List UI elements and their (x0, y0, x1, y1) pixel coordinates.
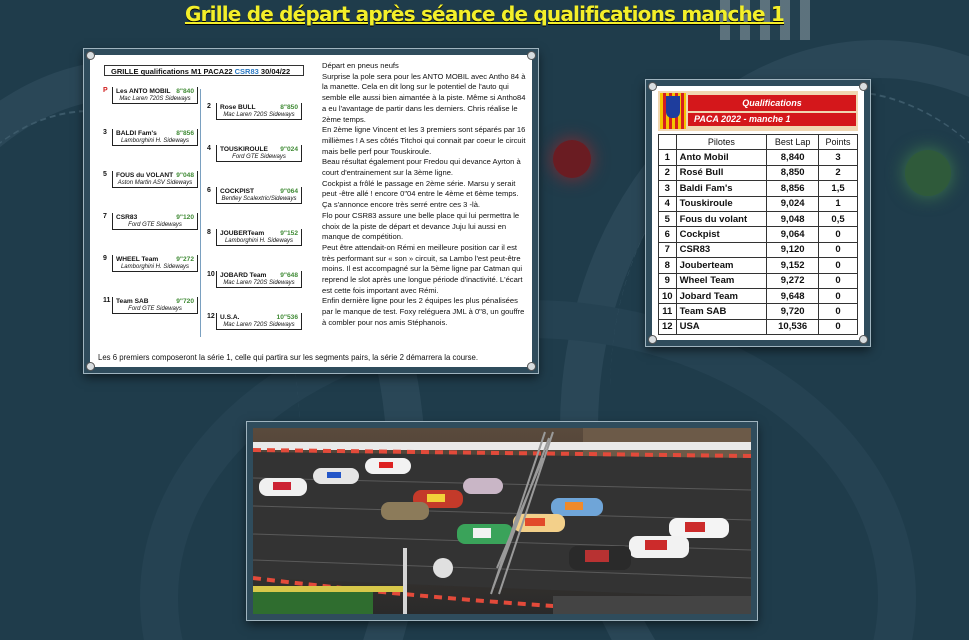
grid-slot-position: 11 (103, 297, 111, 304)
cell-lap: 10,536 (767, 319, 819, 334)
grid-slot-car: Ford GTE Sideways (232, 154, 286, 160)
grid-slot (103, 129, 198, 146)
cell-points: 0,5 (819, 211, 858, 226)
cell-pilot: Touskiroule (676, 196, 767, 211)
cell-lap: 8,856 (767, 181, 819, 196)
grid-slot-position: 4 (207, 145, 211, 152)
cell-lap: 8,850 (767, 165, 819, 180)
report-paragraph: Flo pour CSR83 assure une belle place qui lui permettra le choix de la piste de départ et devance Juju lui aussi en manque de compétition. (322, 210, 520, 242)
cell-lap: 9,720 (767, 304, 819, 319)
grid-slot-team: Team SAB (116, 298, 149, 305)
table-row (659, 304, 858, 319)
grid-slot-time: 8"856 (176, 130, 194, 137)
cell-pilot: CSR83 (676, 242, 767, 257)
cell-pos: 11 (659, 304, 677, 319)
grid-slot (207, 271, 302, 288)
cell-pos: 2 (659, 165, 677, 180)
cell-points: 2 (819, 165, 858, 180)
cell-pos: 7 (659, 242, 677, 257)
table-row (659, 288, 858, 303)
grid-slot (103, 255, 198, 272)
grid-slot-car: Aston Martin ASV Sideways (117, 180, 193, 186)
cell-lap: 9,152 (767, 258, 819, 273)
grid-slot-position: 3 (103, 129, 107, 136)
cell-pos: 3 (659, 181, 677, 196)
grid-slot-position: 2 (207, 103, 211, 110)
cell-pos: 9 (659, 273, 677, 288)
grid-divider (200, 89, 201, 337)
pin-icon (527, 51, 536, 60)
table-row (659, 211, 858, 226)
grid-slot (207, 229, 302, 246)
cell-lap: 8,840 (767, 150, 819, 165)
race-start-photo (247, 422, 757, 620)
grid-slot (103, 297, 198, 314)
grid-slot-position: 12 (207, 313, 215, 320)
grid-author: CSR83 (234, 67, 259, 76)
pin-icon (648, 335, 657, 344)
table-row (659, 227, 858, 242)
table-row (659, 319, 858, 334)
grid-slot-time: 9"152 (280, 230, 298, 237)
table-row (659, 273, 858, 288)
grid-slot-car: Bentley Scalextric/Sideways (221, 196, 297, 202)
grid-slot-team: CSR83 (116, 214, 138, 221)
pin-icon (86, 51, 95, 60)
grid-slot-car: Mac Laren 720S Sideways (223, 322, 295, 328)
pin-icon (527, 362, 536, 371)
grid-date: 30/04/22 (260, 67, 291, 76)
cell-pos: 4 (659, 196, 677, 211)
cell-points: 0 (819, 319, 858, 334)
grid-slot (207, 145, 302, 162)
grid-slot-position: P (103, 87, 108, 94)
qualifications-subtitle: PACA 2022 - manche 1 (688, 113, 856, 126)
grid-diagram (98, 61, 308, 331)
race-report (322, 61, 528, 329)
col-header-points: Points (819, 135, 858, 150)
report-paragraph: Enfin dernière ligne pour les 2 équipes les plus pénalisées par le manque de test. Foxy reléguera JML à 0"8, un gouffre à combler pour nos amis Stéphanois. (322, 296, 525, 327)
col-header-pilots: Pilotes (676, 135, 767, 150)
qualifications-table (658, 134, 858, 335)
table-row (659, 181, 858, 196)
col-header-best-lap: Best Lap (767, 135, 819, 150)
cell-points: 0 (819, 304, 858, 319)
table-row (659, 196, 858, 211)
grid-footer-note: Les 6 premiers composeront la série 1, celle qui partira sur les segments pairs, la série 2 démarrera la course. (98, 353, 479, 362)
grid-title-text: GRILLE qualifications M1 PACA22 (111, 67, 233, 76)
cell-pos: 1 (659, 150, 677, 165)
cell-lap: 9,648 (767, 288, 819, 303)
cell-points: 3 (819, 150, 858, 165)
grid-slot-time: 9"064 (280, 188, 298, 195)
cell-pilot: Jobard Team (676, 288, 767, 303)
qualifications-table-card (646, 80, 870, 346)
cell-pilot: USA (676, 319, 767, 334)
grid-slot (103, 87, 198, 104)
cell-points: 1 (819, 196, 858, 211)
cell-lap: 9,024 (767, 196, 819, 211)
cell-pos: 5 (659, 211, 677, 226)
cell-lap: 9,064 (767, 227, 819, 242)
grid-slot-time: 9"720 (176, 298, 194, 305)
cell-points: 0 (819, 258, 858, 273)
grid-slot-time: 9"120 (176, 214, 194, 221)
grid-slot-car: Lamborghini H. Sideways (120, 264, 190, 270)
grid-slot-team: Les ANTO MOBIL (116, 88, 171, 95)
grid-slot (103, 171, 198, 188)
grid-slot-team: U.S.A. (220, 314, 240, 321)
grid-slot-car: Mac Laren 720S Sideways (223, 280, 295, 286)
grid-slot-team: BALDI Fam's (116, 130, 157, 137)
grid-slot (207, 103, 302, 120)
grid-slot-team: COCKPIST (220, 188, 255, 195)
pin-icon (859, 82, 868, 91)
grid-slot-position: 7 (103, 213, 107, 220)
cell-lap: 9,048 (767, 211, 819, 226)
table-row (659, 258, 858, 273)
table-row (659, 242, 858, 257)
cell-pos: 10 (659, 288, 677, 303)
region-flag-icon (660, 93, 686, 129)
qualifications-title: Qualifications (688, 95, 856, 111)
grid-slot-time: 10"536 (276, 314, 298, 321)
grid-slot (207, 313, 302, 330)
table-header-row (659, 135, 858, 150)
qualifications-banner (658, 91, 858, 131)
report-paragraph: Peut être attendait-on Rémi en meilleure position car il est très performant sur « son » circuit, sa Lambo l'est peut-être moins. Il est accompagné sur la 5ème ligne par Catman qui reprend le slot après une longue période d'inactivité. L'écart est cette fois important avec Rémi. (322, 242, 523, 295)
grid-slot (207, 187, 302, 204)
cell-pos: 6 (659, 227, 677, 242)
report-paragraph: Départ en pneus neufs (322, 61, 399, 70)
grid-slot-team: Rose BULL (220, 104, 256, 111)
grid-slot-time: 9"048 (176, 172, 194, 179)
cell-points: 0 (819, 273, 858, 288)
grid-slot-team: TOUSKIROULE (220, 146, 268, 153)
grid-slot-car: Mac Laren 720S Sideways (119, 96, 191, 102)
cell-points: 0 (819, 242, 858, 257)
grid-slot-time: 9"024 (280, 146, 298, 153)
cell-pilot: Anto Mobil (676, 150, 767, 165)
grid-slot (103, 213, 198, 230)
cell-pilot: Cockpist (676, 227, 767, 242)
grid-slot-time: 9"648 (280, 272, 298, 279)
pin-icon (859, 335, 868, 344)
grid-title (104, 65, 304, 76)
page-title: Grille de départ après séance de qualifications manche 1 (184, 2, 785, 26)
report-paragraph: En 2ème ligne Vincent et les 3 premiers sont séparés par 16 millièmes ! A ses côtés Titchoi qui connait par coeur le circuit mais belle perf pour Touskiroule. (322, 125, 526, 156)
cell-pilot: Rosé Bull (676, 165, 767, 180)
cell-points: 0 (819, 227, 858, 242)
grid-slot-time: 8"850 (280, 104, 298, 111)
cell-pos: 8 (659, 258, 677, 273)
grid-slot-car: Ford GTE Sideways (128, 306, 182, 312)
grid-slot-car: Lamborghini H. Sideways (224, 238, 294, 244)
cell-points: 0 (819, 288, 858, 303)
grid-slot-team: WHEEL Team (116, 256, 159, 263)
grid-slot-car: Mac Laren 720S Sideways (223, 112, 295, 118)
cell-lap: 9,272 (767, 273, 819, 288)
grid-slot-car: Ford GTE Sideways (128, 222, 182, 228)
grid-slot-position: 8 (207, 229, 211, 236)
grid-slot-position: 5 (103, 171, 107, 178)
cell-pos: 12 (659, 319, 677, 334)
starting-grid-document (84, 49, 538, 373)
grid-slot-team: JOBARD Team (220, 272, 267, 279)
grid-slot-team: FOUS du VOLANT (116, 172, 174, 179)
cell-pilot: Jouberteam (676, 258, 767, 273)
grid-slot-position: 9 (103, 255, 107, 262)
cell-pilot: Baldi Fam's (676, 181, 767, 196)
cell-lap: 9,120 (767, 242, 819, 257)
slot-car-track-photo (253, 428, 751, 614)
grid-slot-position: 6 (207, 187, 211, 194)
table-row (659, 150, 858, 165)
grid-slot-time: 8"840 (176, 88, 194, 95)
pin-icon (648, 82, 657, 91)
report-paragraph: Surprise la pole sera pour les ANTO MOBIL avec Antho 84 à la manette. Cela en dit long sur le potentiel de l'auto qui semble elle aussi bien aimantée à la piste. Même si Antho84 a eu l'avantage de partir dans les derniers. Chris réalise le 2ème temps. (322, 71, 526, 124)
grid-slot-team: JOUBERTeam (220, 230, 265, 237)
cell-pilot: Wheel Team (676, 273, 767, 288)
report-paragraph: Beau résultat également pour Fredou qui devance Ayrton à court d'entrainement sur la 3ème ligne. (322, 157, 521, 178)
grid-slot-time: 9"272 (176, 256, 194, 263)
report-paragraph: Cockpist a frôlé le passage en 2ème série. Marsu y serait peut -être allé ! encore 0"04 entre le 4ème et 6ème temps. Ça s'annonce encore très serré entre ces 3 -là. (322, 178, 519, 210)
pin-icon (86, 362, 95, 371)
grid-slot-car: Lamborghini H. Sideways (120, 138, 190, 144)
grid-slot-position: 10 (207, 271, 215, 278)
table-row (659, 165, 858, 180)
cell-pilot: Fous du volant (676, 211, 767, 226)
cell-points: 1,5 (819, 181, 858, 196)
col-header-pos (659, 135, 677, 150)
cell-pilot: Team SAB (676, 304, 767, 319)
